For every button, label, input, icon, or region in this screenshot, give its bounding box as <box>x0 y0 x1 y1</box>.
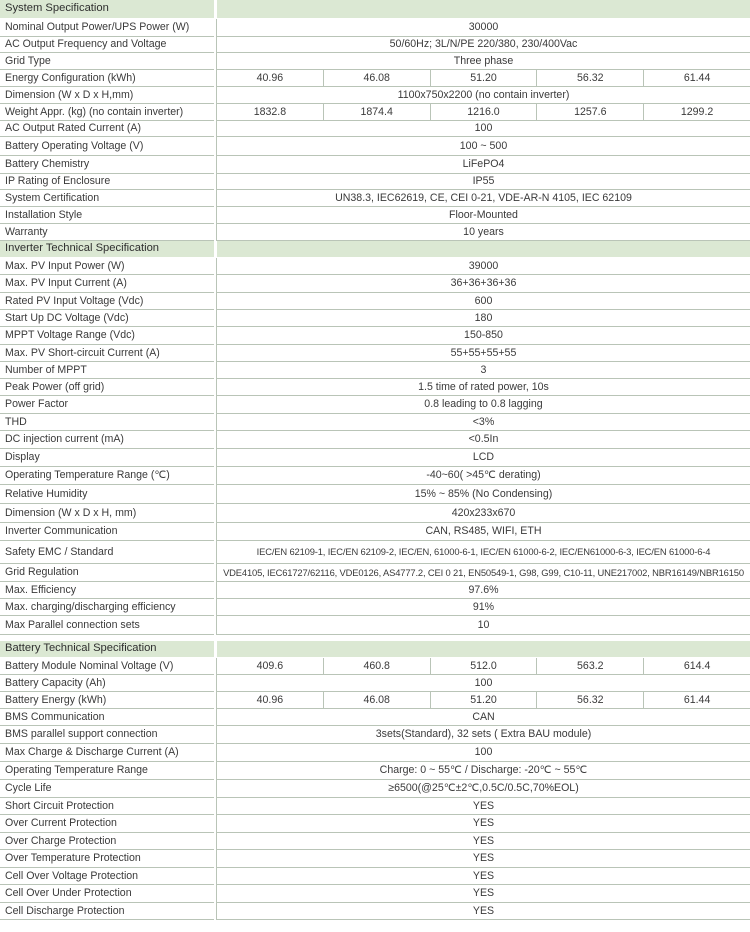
spec-values <box>216 564 750 582</box>
spec-values <box>216 53 750 70</box>
spec-label: Start Up DC Voltage (Vdc) <box>0 310 214 327</box>
spec-label: Max Charge & Discharge Current (A) <box>0 744 214 762</box>
spec-label: Max. Efficiency <box>0 582 214 599</box>
spec-label: AC Output Rated Current (A) <box>0 121 214 137</box>
spec-label: Over Temperature Protection <box>0 850 214 868</box>
spec-value: 51.20 <box>430 692 537 708</box>
section-title: Battery Technical Specification <box>0 641 214 658</box>
spec-label: AC Output Frequency and Voltage <box>0 37 214 53</box>
spec-values <box>216 903 750 920</box>
spec-row-display <box>0 449 750 467</box>
spec-value: 51.20 <box>430 70 537 86</box>
section-header-fill <box>216 0 750 19</box>
spec-label: Weight Appr. (kg) (no contain inverter) <box>0 104 214 121</box>
spec-row-rated-pv-input-voltage-vdc <box>0 293 750 310</box>
spec-row-mppt-voltage-range-vdc <box>0 327 750 345</box>
spec-value: 10 years <box>463 225 504 238</box>
spec-label: Energy Configuration (kWh) <box>0 70 214 87</box>
spec-row-nominal-output-power-ups-power-w <box>0 19 750 37</box>
spec-value: 40.96 <box>256 693 284 706</box>
spec-values <box>216 692 750 709</box>
spec-label: Operating Temperature Range (℃) <box>0 467 214 485</box>
spec-values <box>216 780 750 798</box>
spec-label: Dimension (W x D x H, mm) <box>0 504 214 523</box>
spec-values <box>216 744 750 762</box>
spec-value: 100 ~ 500 <box>459 139 508 152</box>
spec-label: Cell Over Voltage Protection <box>0 868 214 885</box>
section-header-battery-technical-specification <box>0 641 750 658</box>
spec-value: 15% ~ 85% (No Condensing) <box>414 487 553 500</box>
spec-row-operating-temperature-range <box>0 762 750 780</box>
section-title: System Specification <box>0 0 214 19</box>
section-header-system-specification <box>0 0 750 19</box>
spec-values <box>216 658 750 675</box>
spec-values <box>216 87 750 104</box>
spec-value: 50/60Hz; 3L/N/PE 220/380, 230/400Vac <box>389 38 578 51</box>
spec-value: 56.32 <box>536 70 643 86</box>
spec-value: 420x233x670 <box>451 506 516 519</box>
spec-label: BMS parallel support connection <box>0 726 214 744</box>
spec-row-thd <box>0 414 750 431</box>
spec-label: Installation Style <box>0 207 214 224</box>
spec-values <box>216 137 750 156</box>
spec-row-battery-module-nominal-voltage-v <box>0 658 750 675</box>
spec-value: 46.08 <box>323 692 430 708</box>
spec-value: 100 <box>474 746 493 759</box>
spec-label: Inverter Communication <box>0 523 214 541</box>
spec-values <box>216 174 750 190</box>
spec-value: 409.6 <box>256 659 284 672</box>
spec-value: 100 <box>474 676 493 689</box>
spec-values <box>216 675 750 692</box>
spec-values <box>216 104 750 121</box>
spec-value: ≥6500(@25℃±2℃,0.5C/0.5C,70%EOL) <box>388 782 579 795</box>
spec-value: LCD <box>472 451 495 464</box>
spec-value: 97.6% <box>468 583 499 596</box>
spec-value: 10 <box>477 618 490 631</box>
spec-value: 460.8 <box>323 658 430 674</box>
spec-row-cell-over-under-protection <box>0 885 750 903</box>
spec-label: Battery Module Nominal Voltage (V) <box>0 658 214 675</box>
spec-label: Over Charge Protection <box>0 833 214 850</box>
spec-value: CAN <box>472 710 495 723</box>
spec-values <box>216 582 750 599</box>
spec-row-warranty <box>0 224 750 241</box>
spec-value: 39000 <box>468 259 499 272</box>
spec-value: 1.5 time of rated power, 10s <box>418 380 549 393</box>
spec-values <box>216 709 750 726</box>
spec-values <box>216 396 750 414</box>
spec-value: Three phase <box>453 54 514 67</box>
spec-values <box>216 121 750 137</box>
spec-label: Peak Power (off grid) <box>0 379 214 396</box>
spec-row-relative-humidity <box>0 485 750 504</box>
spec-value: 0.8 leading to 0.8 lagging <box>424 398 543 411</box>
spec-value: LiFePO4 <box>462 158 505 171</box>
spec-values <box>216 431 750 449</box>
spec-values <box>216 207 750 224</box>
spec-row-start-up-dc-voltage-vdc <box>0 310 750 327</box>
spec-label: Battery Energy (kWh) <box>0 692 214 709</box>
spec-row-cell-over-voltage-protection <box>0 868 750 885</box>
spec-value: 150-850 <box>464 329 503 342</box>
section-header-fill <box>216 241 750 258</box>
spec-label: Grid Type <box>0 53 214 70</box>
spec-values <box>216 190 750 207</box>
spec-values <box>216 449 750 467</box>
spec-values <box>216 504 750 523</box>
spec-row-battery-capacity-ah <box>0 675 750 692</box>
spec-label: System Certification <box>0 190 214 207</box>
spec-label: Max. PV Input Current (A) <box>0 275 214 293</box>
spec-label: Max Parallel connection sets <box>0 616 214 635</box>
spec-label: BMS Communication <box>0 709 214 726</box>
spec-row-weight-appr-kg-no-contain-inverter <box>0 104 750 121</box>
spec-value: YES <box>472 904 495 917</box>
spec-label: Max. PV Input Power (W) <box>0 258 214 275</box>
spec-value: Charge: 0 ~ 55℃ / Discharge: -20℃ ~ 55℃ <box>379 764 588 777</box>
spec-row-bms-communication <box>0 709 750 726</box>
spec-row-safety-emc-standard <box>0 541 750 564</box>
spec-value: 61.44 <box>643 70 750 86</box>
spec-values <box>216 19 750 37</box>
spec-label: Max. PV Short-circuit Current (A) <box>0 345 214 362</box>
spec-value: 61.44 <box>643 692 750 708</box>
spec-values <box>216 327 750 345</box>
spec-row-installation-style <box>0 207 750 224</box>
spec-values <box>216 345 750 362</box>
spec-label: Grid Regulation <box>0 564 214 582</box>
spec-value: 563.2 <box>536 658 643 674</box>
spec-values <box>216 467 750 485</box>
spec-label: MPPT Voltage Range (Vdc) <box>0 327 214 345</box>
spec-label: THD <box>0 414 214 431</box>
spec-value: YES <box>472 887 495 900</box>
spec-value: CAN, RS485, WIFI, ETH <box>425 525 542 538</box>
section-header-fill <box>216 641 750 658</box>
spec-values <box>216 798 750 815</box>
spec-label: Operating Temperature Range <box>0 762 214 780</box>
spec-values <box>216 70 750 87</box>
spec-row-max-charge-discharge-current-a <box>0 744 750 762</box>
spec-row-max-charging-discharging-efficiency <box>0 599 750 616</box>
spec-value: 3sets(Standard), 32 sets ( Extra BAU module) <box>375 728 592 741</box>
spec-value: 1257.6 <box>536 104 643 120</box>
spec-values <box>216 850 750 868</box>
spec-row-battery-energy-kwh <box>0 692 750 709</box>
spec-values <box>216 485 750 504</box>
spec-label: Cycle Life <box>0 780 214 798</box>
spec-value: 1216.0 <box>430 104 537 120</box>
spec-value: 3 <box>480 363 487 376</box>
spec-row-cycle-life <box>0 780 750 798</box>
spec-value: UN38.3, IEC62619, CE, CEI 0-21, VDE-AR-N 4105, IEC 62109 <box>335 191 632 204</box>
spec-label: Battery Chemistry <box>0 156 214 174</box>
spec-label: Over Current Protection <box>0 815 214 833</box>
spec-values <box>216 885 750 903</box>
spec-values <box>216 762 750 780</box>
spec-row-dimension-w-x-d-x-h-mm <box>0 87 750 104</box>
spec-values <box>216 599 750 616</box>
spec-row-power-factor <box>0 396 750 414</box>
spec-row-over-charge-protection <box>0 833 750 850</box>
spec-value: YES <box>472 834 495 847</box>
spec-values <box>216 258 750 275</box>
spec-value: YES <box>472 817 495 830</box>
spec-value: 600 <box>474 294 493 307</box>
spec-row-bms-parallel-support-connection <box>0 726 750 744</box>
spec-row-battery-operating-voltage-v <box>0 137 750 156</box>
spec-value: 1832.8 <box>253 105 287 118</box>
spec-values <box>216 726 750 744</box>
spec-row-inverter-communication <box>0 523 750 541</box>
spec-row-grid-regulation <box>0 564 750 582</box>
spec-value: 30000 <box>468 21 499 34</box>
spec-value: 100 <box>474 122 493 135</box>
spec-value: <3% <box>472 415 495 428</box>
spec-value: 614.4 <box>643 658 750 674</box>
spec-value: YES <box>472 852 495 865</box>
spec-row-max-pv-input-current-a <box>0 275 750 293</box>
spec-values <box>216 275 750 293</box>
spec-values <box>216 224 750 241</box>
spec-row-ip-rating-of-enclosure <box>0 174 750 190</box>
spec-label: Display <box>0 449 214 467</box>
spec-row-number-of-mppt <box>0 362 750 379</box>
spec-value: -40~60( >45℃ derating) <box>426 469 541 482</box>
spec-row-max-pv-input-power-w <box>0 258 750 275</box>
spec-row-cell-discharge-protection <box>0 903 750 920</box>
spec-row-max-efficiency <box>0 582 750 599</box>
spec-values <box>216 541 750 564</box>
spec-label: Power Factor <box>0 396 214 414</box>
spec-label: Dimension (W x D x H,mm) <box>0 87 214 104</box>
spec-row-max-pv-short-circuit-current-a <box>0 345 750 362</box>
spec-values <box>216 616 750 635</box>
spec-value: 1299.2 <box>643 104 750 120</box>
spec-label: Safety EMC / Standard <box>0 541 214 564</box>
spec-values <box>216 868 750 885</box>
spec-value: 56.32 <box>536 692 643 708</box>
spec-values <box>216 37 750 53</box>
spec-label: Number of MPPT <box>0 362 214 379</box>
spec-values <box>216 379 750 396</box>
spec-values <box>216 815 750 833</box>
spec-row-operating-temperature-range <box>0 467 750 485</box>
spec-row-dc-injection-current-ma <box>0 431 750 449</box>
spec-label: DC injection current (mA) <box>0 431 214 449</box>
spec-row-dimension-w-x-d-x-h-mm <box>0 504 750 523</box>
spec-value: 46.08 <box>323 70 430 86</box>
spec-row-ac-output-rated-current-a <box>0 121 750 137</box>
spec-label: Battery Operating Voltage (V) <box>0 137 214 156</box>
spec-label: Battery Capacity (Ah) <box>0 675 214 692</box>
spec-value: 36+36+36+36 <box>450 277 517 290</box>
spec-value: Floor-Mounted <box>449 208 518 221</box>
spec-row-short-circuit-protection <box>0 798 750 815</box>
spec-row-energy-configuration-kwh <box>0 70 750 87</box>
spec-values <box>216 293 750 310</box>
spec-label: IP Rating of Enclosure <box>0 174 214 190</box>
spec-value: 180 <box>474 311 493 324</box>
spec-values <box>216 362 750 379</box>
spec-row-over-temperature-protection <box>0 850 750 868</box>
spec-value: YES <box>472 869 495 882</box>
spec-value: 1100x750x2200 (no contain inverter) <box>397 88 570 101</box>
spec-row-max-parallel-connection-sets <box>0 616 750 635</box>
spec-values <box>216 833 750 850</box>
spec-row-system-certification <box>0 190 750 207</box>
spec-value: IP55 <box>472 175 495 188</box>
spec-value: VDE4105, IEC61727/62116, VDE0126, AS4777.2, CEI 0 21, EN50549-1, G98, G99, C10-11, UNE217002, NBR16149/NBR16150 <box>223 566 744 578</box>
spec-value: 512.0 <box>430 658 537 674</box>
spec-values <box>216 414 750 431</box>
spec-label: Cell Discharge Protection <box>0 903 214 920</box>
spec-value: 55+55+55+55 <box>450 346 517 359</box>
spec-label: Warranty <box>0 224 214 241</box>
spec-label: Relative Humidity <box>0 485 214 504</box>
section-title: Inverter Technical Specification <box>0 241 214 258</box>
spec-values <box>216 523 750 541</box>
spec-label: Cell Over Under Protection <box>0 885 214 903</box>
spec-row-battery-chemistry <box>0 156 750 174</box>
spec-value: 1874.4 <box>323 104 430 120</box>
spec-value: YES <box>472 799 495 812</box>
spec-values <box>216 156 750 174</box>
spec-label: Short Circuit Protection <box>0 798 214 815</box>
spec-label: Nominal Output Power/UPS Power (W) <box>0 19 214 37</box>
spec-values <box>216 310 750 327</box>
spec-label: Rated PV Input Voltage (Vdc) <box>0 293 214 310</box>
spec-value: IEC/EN 62109-1, IEC/EN 62109-2, IEC/EN, 61000-6-1, IEC/EN 61000-6-2, IEC/EN61000-6-3, IEC/EN 61000-6-4 <box>256 546 711 558</box>
spec-row-ac-output-frequency-and-voltage <box>0 37 750 53</box>
spec-row-grid-type <box>0 53 750 70</box>
spec-label: Max. charging/discharging efficiency <box>0 599 214 616</box>
spec-row-over-current-protection <box>0 815 750 833</box>
spec-value: 91% <box>472 600 495 613</box>
spec-row-peak-power-off-grid <box>0 379 750 396</box>
spec-value: 40.96 <box>256 71 284 84</box>
spec-value: <0.5In <box>468 433 499 446</box>
section-header-inverter-technical-specification <box>0 241 750 258</box>
